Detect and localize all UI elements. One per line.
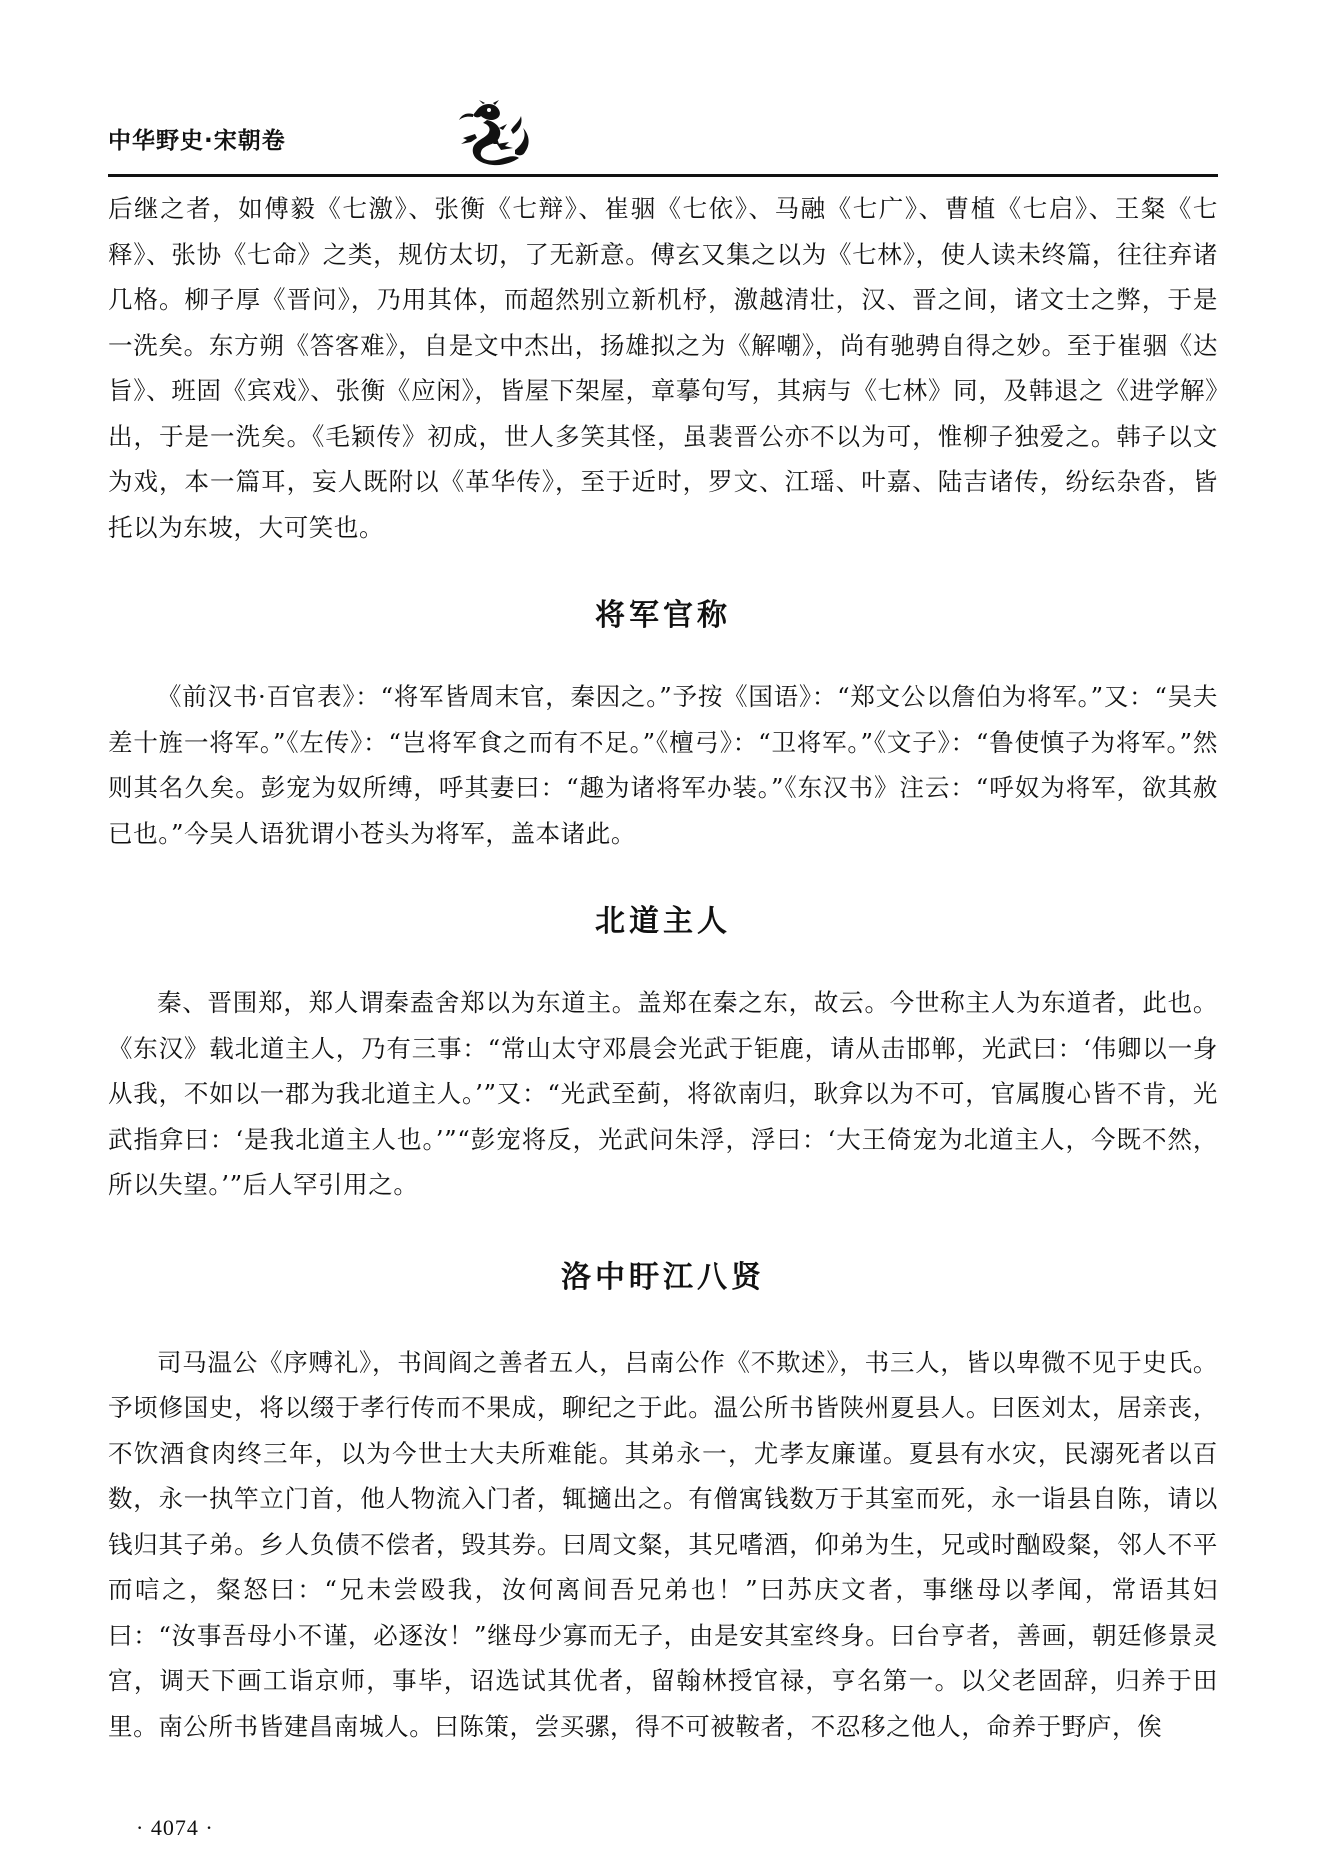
section-heading-eight-worthies: 洛中盱江八贤: [561, 1259, 765, 1295]
section-heading-general-title: 将军官称: [595, 598, 731, 633]
section-heading-northern-host: 北道主人: [595, 904, 731, 939]
page-header: [108, 100, 1218, 180]
header-rule: [108, 174, 1218, 177]
page-body: [108, 186, 1218, 1749]
intro-paragraph: 后继之者，如傅毅《七激》、张衡《七辩》、崔骃《七依》、马融《七广》、曹植《七启》、王粲《七释》、张协《七命》之类，规仿太切，了无新意。傅玄又集之以为《七林》，使人读未终篇，往往弃诸几格。柳子厚《晋问》，乃用其体，而超然别立新机杼，激越清壮，汉、晋之间，诸文士之弊，于是一洗矣。东方朔《答客难》，自是文中杰出，扬雄拟之为《解嘲》，尚有驰骋自得之妙。至于崔骃《达旨》、班固《宾戏》、张衡《应闲》，皆屋下架屋，章摹句写，其病与《七林》同，及韩退之《进学解》出，于是一洗矣。《毛颖传》初成，世人多笑其怪，虽裴晋公亦不以为可，惟柳子独爱之。韩子以文为戏，本一篇耳，妄人既附以《革华传》，至于近时，罗文、江瑶、叶嘉、陆吉诸传，纷纭杂沓，皆托以为东坡，大可笑也。: [108, 194, 1218, 542]
section-paragraph-eight-worthies: 司马温公《序赙礼》，书闾阎之善者五人，吕南公作《不欺述》，书三人，皆以卑微不见于史氏。予顷修国史，将以缀于孝行传而不果成，聊纪之于此。温公所书皆陕州夏县人。曰医刘太，居亲丧，不饮酒食肉终三年，以为今世士大夫所难能。其弟永一，尤孝友廉谨。夏县有水灾，民溺死者以百数，永一执竿立门首，他人物流入门者，辄擿出之。有僧寓钱数万于其室而死，永一诣县自陈，请以钱归其子弟。乡人负债不偿者，毁其券。曰周文粲，其兄嗜酒，仰弟为生，兄或时酗殴粲，邻人不平而唁之，粲怒曰：“兄未尝殴我，汝何离间吾兄弟也！”曰苏庆文者，事继母以孝闻，常语其妇曰：“汝事吾母小不谨，必逐汝！”继母少寡而无子，由是安其室终身。曰台亨者，善画，朝廷修景灵宫，调天下画工诣京师，事毕，诏选试其优者，留翰林授官禄，亨名第一。以父老固辞，归养于田里。南公所书皆建昌南城人。曰陈策，尝买骡，得不可被鞍者，不忍移之他人，命养于野庐，俟: [108, 1347, 1218, 1741]
dragon-icon: [453, 100, 531, 166]
page-number: · 4074 ·: [136, 1815, 214, 1840]
section-paragraph-northern-host: 秦、晋围郑，郑人谓秦盍舍郑以为东道主。盖郑在秦之东，故云。今世称主人为东道者，此也。《东汉》载北道主人，乃有三事：“常山太守邓晨会光武于钜鹿，请从击邯郸，光武曰：‘伟卿以一身从我，不如以一郡为我北道主人。’”又：“光武至蓟，将欲南归，耿弇以为不可，官属腹心皆不肯，光武指弇曰：‘是我北道主人也。’”“彭宠将反，光武问朱浮，浮曰：‘大王倚宠为北道主人，今既不然，所以失望。’”后人罕引用之。: [108, 988, 1218, 1199]
book-title: 中华野史·宋朝卷: [108, 128, 286, 154]
section-paragraph-general-title: 《前汉书·百官表》：“将军皆周末官，秦因之。”予按《国语》：“郑文公以詹伯为将军。”又：“吴夫差十旌一将军。”《左传》：“岂将军食之而有不足。”《檀弓》：“卫将军。”《文子》：“鲁使慎子为将军。”然则其名久矣。彭宠为奴所缚，呼其妻曰：“趣为诸将军办装。”《东汉书》注云：“呼奴为将军，欲其赦已也。”今吴人语犹谓小苍头为将军，盖本诸此。: [108, 682, 1218, 848]
